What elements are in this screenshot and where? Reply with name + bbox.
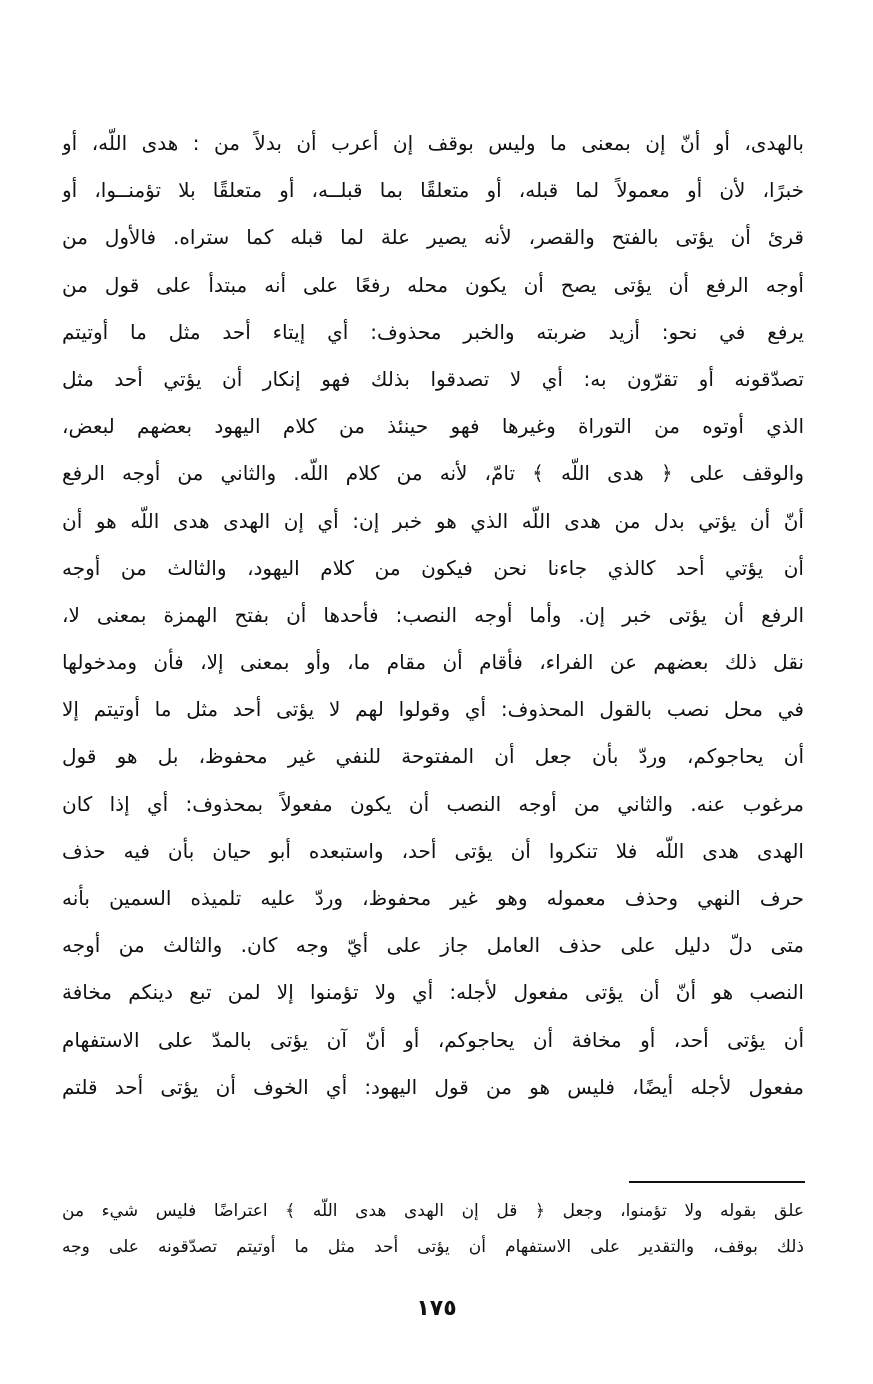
text-line: والوقف على ﴿ هدى اللّه ﴾ تامّ، لأنه من كلام اللّه. والثاني من أوجه الرفع xyxy=(62,461,804,486)
text-line: أن يؤتي أحد كالذي جاءنا نحن فيكون من كلام اليهود، والثالث من أوجه xyxy=(62,555,804,580)
text-line: في محل نصب بالقول المحذوف: أي وقولوا لهم لا يؤتى أحد مثل ما أوتيتم إلا xyxy=(62,697,804,722)
text-line: أن يحاجوكم، وردّ بأن جعل أن المفتوحة للنفي غير محفوظ، بل هو قول xyxy=(62,744,804,769)
text-line: بالهدى، أو أنّ إن بمعنى ما وليس بوقف إن أعرب أن بدلاً من : هدى اللّه، أو xyxy=(62,131,804,155)
footnote-divider xyxy=(629,1181,805,1183)
text-line: أن يؤتى أحد، أو مخافة أن يحاجوكم، أو أنّ آن يؤتى بالمدّ على الاستفهام xyxy=(62,1027,804,1052)
text-line: الذي أوتوه من التوراة وغيرها فهو حينئذ من كلام اليهود بعضهم لبعض، xyxy=(62,414,804,439)
text-line: مفعول لأجله أيضًا، فليس هو من قول اليهود: أي الخوف أن يؤتى أحد قلتم xyxy=(62,1074,804,1099)
text-line: تصدّقونه أو تقرّون به: أي لا تصدقوا بذلك فهو إنكار أن يؤتي أحد مثل xyxy=(62,366,804,391)
text-line: مرغوب عنه. والثاني من أوجه النصب أن يكون مفعولاً بمحذوف: أي إذا كان xyxy=(62,791,804,816)
text-line: قرئ أن يؤتى بالفتح والقصر، لأنه يصير علة لما قبله كما ستراه. فالأول من xyxy=(62,225,804,250)
footnote-block xyxy=(62,1193,804,1265)
text-line: نقل ذلك بعضهم عن الفراء، فأقام أن مقام ما، وأو بمعنى إلا، فأن ومدخولها xyxy=(62,650,804,675)
main-text-block xyxy=(62,120,804,1111)
text-line: متى دلّ دليل على حذف العامل جاز على أيّ وجه كان. والثالث من أوجه xyxy=(62,933,804,958)
page-number: ١٧٥ xyxy=(416,1296,457,1321)
text-line: أوجه الرفع أن يؤتى يصح أن يكون محله رفعًا على أنه مبتدأ على قول من xyxy=(62,272,804,297)
text-line: حرف النهي وحذف معموله وهو غير محفوظ، وردّ عليه تلميذه السمين بأنه xyxy=(62,886,804,910)
text-line: خبرًا، لأن أو معمولاً لما قبله، أو متعلقًا بما قبلــه، أو متعلقًا بلا تؤمنــوا، أو xyxy=(62,178,804,203)
text-line: الهدى هدى اللّه فلا تنكروا أن يؤتى أحد، واستبعده أبو حيان بأن فيه حذف xyxy=(62,838,804,863)
footnote-line: ذلك بوقف، والتقدير على الاستفهام أن يؤتى أحد مثل ما أوتيتم تصدّقونه على وجه xyxy=(62,1237,804,1257)
text-line: الرفع أن يؤتى خبر إن. وأما أوجه النصب: فأحدها أن بفتح الهمزة بمعنى لا، xyxy=(62,602,804,627)
text-line: أنّ أن يؤتي بدل من هدى اللّه الذي هو خبر إن: أي إن الهدى هدى اللّه هو أن xyxy=(62,508,804,533)
text-line: يرفع في نحو: أزيد ضربته والخبر محذوف: أي إيتاء أحد مثل ما أوتيتم xyxy=(62,319,804,344)
text-line: النصب هو أنّ أن يؤتى مفعول لأجله: أي ولا تؤمنوا إلا لمن تبع دينكم مخافة xyxy=(62,980,804,1005)
footnote-line: علق بقوله ولا تؤمنوا، وجعل ﴿ قل إن الهدى هدى اللّه ﴾ اعتراضًا فليس شيء من xyxy=(62,1201,804,1221)
